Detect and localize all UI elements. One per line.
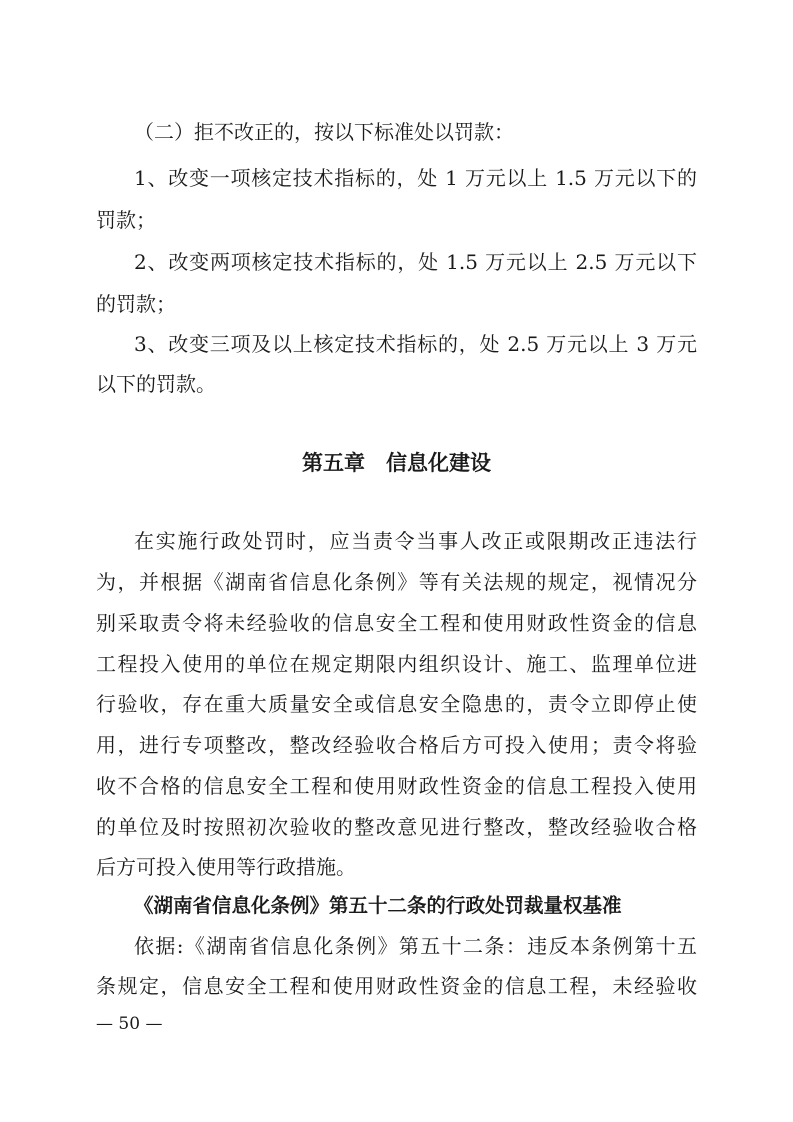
measures-line: 别采取责令将未经验收的信息安全工程和使用财政性资金的信息 [96, 611, 697, 635]
benchmark-heading: 《湖南省信息化条例》第五十二条的行政处罚裁量权基准 [134, 894, 622, 917]
measures-line: 在实施行政处罚时，应当责令当事人改正或限期改正违法行 [134, 529, 697, 553]
item-1-line-2: 罚款； [96, 208, 156, 232]
chapter-title: 第五章 信息化建设 [302, 451, 491, 475]
measures-line: 收不合格的信息安全工程和使用财政性资金的信息工程投入使用 [96, 774, 697, 798]
measures-line: 后方可投入使用等行政措施。 [96, 855, 356, 879]
item-3-line-2: 以下的罚款。 [96, 372, 216, 396]
item-3-line-1: 3、改变三项及以上核定技术指标的，处 2.5 万元以上 3 万元 [134, 332, 697, 356]
item-2-line-1: 2、改变两项核定技术指标的，处 1.5 万元以上 2.5 万元以下 [134, 250, 697, 274]
page-number: — 50 — [96, 1014, 163, 1034]
item-1-line-1: 1、改变一项核定技术指标的，处 1 万元以上 1.5 万元以下的 [134, 166, 697, 190]
measures-line: 用，进行专项整改，整改经验收合格后方可投入使用；责令将验 [96, 733, 697, 757]
measures-line: 行验收，存在重大质量安全或信息安全隐患的，责令立即停止使 [96, 692, 697, 716]
measures-line: 工程投入使用的单位在规定期限内组织设计、施工、监理单位进 [96, 652, 697, 676]
basis-line-2: 条规定，信息安全工程和使用财政性资金的信息工程，未经验收 [96, 974, 697, 998]
measures-line: 的单位及时按照初次验收的整改意见进行整改，整改经验收合格 [96, 815, 697, 839]
section-two-intro: （二）拒不改正的，按以下标准处以罚款： [134, 120, 514, 144]
basis-line-1: 依据:《湖南省信息化条例》第五十二条：违反本条例第十五 [134, 934, 697, 958]
measures-line: 为，并根据《湖南省信息化条例》等有关法规的规定，视情况分 [96, 570, 697, 594]
item-2-line-2: 的罚款； [96, 292, 176, 316]
